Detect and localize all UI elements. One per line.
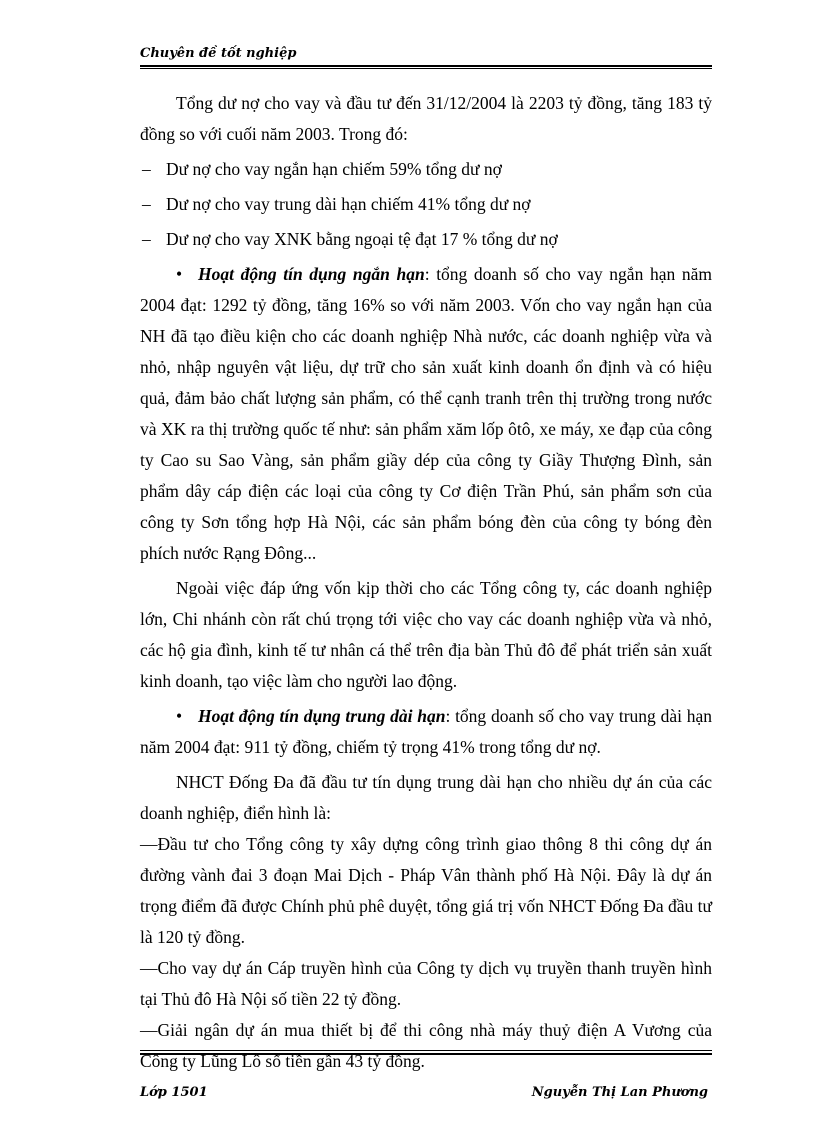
paragraph-small-business: Ngoài việc đáp ứng vốn kịp thời cho các Tổng công ty, các doanh nghiệp lớn, Chi nhánh còn rất chú trọng tới việc cho vay các doanh nghiệp vừa và nhỏ, các hộ gia đình, kinh tế tư nhân cá thể trên địa bàn Thủ đô để phát triển sản xuất kinh doanh, tạo việc làm cho người lao động. bbox=[140, 578, 712, 691]
list-item bbox=[140, 189, 712, 220]
project-text: Đầu tư cho Tổng công ty xây dựng công trình giao thông 8 thi công dự án đường vành đai 3 đoạn Mai Dịch - Pháp Vân thành phố Hà Nội. Đây là dự án trọng điểm đã được Chính phủ phê duyệt, tổng giá trị vốn NHCT Đống Đa đầu tư là 120 tỷ đồng. bbox=[140, 834, 712, 947]
document-body bbox=[140, 88, 712, 1077]
short-term-heading: Hoạt động tín dụng ngắn hạn bbox=[198, 264, 425, 284]
project-text: Cho vay dự án Cáp truyền hình của Công ty dịch vụ truyền thanh truyền hình tại Thủ đô Hà Nội số tiền 22 tỷ đồng. bbox=[140, 958, 712, 1009]
paragraph-long-term bbox=[140, 701, 712, 763]
list-item-text: Dư nợ cho vay XNK bằng ngoại tệ đạt 17 % tổng dư nợ bbox=[166, 229, 558, 249]
project-item bbox=[140, 1015, 712, 1077]
page-header bbox=[140, 46, 712, 61]
footer-rule bbox=[140, 1053, 712, 1055]
header-title: Chuyên đề tốt nghiệp bbox=[140, 46, 297, 61]
paragraph-investment: NHCT Đống Đa đã đầu tư tín dụng trung dài hạn cho nhiều dự án của các doanh nghiệp, điển hình là: bbox=[140, 772, 712, 823]
list-marker: – bbox=[142, 194, 151, 214]
project-item bbox=[140, 829, 712, 953]
long-term-heading: Hoạt động tín dụng trung dài hạn bbox=[198, 706, 446, 726]
footer-class: Lớp 1501 bbox=[140, 1085, 208, 1100]
header-rule-thin bbox=[140, 68, 712, 69]
bullet-marker: • bbox=[176, 264, 183, 284]
list-item bbox=[140, 154, 712, 185]
project-item bbox=[140, 953, 712, 1015]
list-marker: – bbox=[142, 229, 151, 249]
list-item-text: Dư nợ cho vay ngắn hạn chiếm 59% tổng dư nợ bbox=[166, 159, 502, 179]
paragraph-total-debt: Tổng dư nợ cho vay và đầu tư đến 31/12/2004 là 2203 tỷ đồng, tăng 183 tỷ đồng so với cuối năm 2003. Trong đó: bbox=[140, 93, 712, 144]
list-item bbox=[140, 224, 712, 255]
footer-rule-thin bbox=[140, 1050, 712, 1051]
list-marker: – bbox=[142, 159, 151, 179]
list-item-text: Dư nợ cho vay trung dài hạn chiếm 41% tổng dư nợ bbox=[166, 194, 531, 214]
project-text: Giải ngân dự án mua thiết bị để thi công nhà máy thuỷ điện A Vương của Công ty Lũng Lô số tiền gần 43 tỷ đồng. bbox=[140, 1020, 712, 1071]
dash-marker: — bbox=[140, 1020, 158, 1040]
short-term-text: : tổng doanh số cho vay ngắn hạn năm 2004 đạt: 1292 tỷ đồng, tăng 16% so với năm 2003. Vốn cho vay ngắn hạn của NH đã tạo điều kiện cho các doanh nghiệp Nhà nước, các doanh nghiệp vừa và nhỏ, nhập nguyên vật liệu, dự trữ cho sản xuất kinh doanh ổn định và có hiệu quả, đảm bảo chất lượng sản phẩm, có thể cạnh tranh trên thị trường trong nước và XK ra thị trường quốc tế như: sản phẩm xăm lốp ôtô, xe máy, xe đạp của công ty Cao su Sao Vàng, sản phẩm giầy dép của công ty Giầy Thượng Đình, sản phẩm dây cáp điện các loại của công ty Cơ điện Trần Phú, sản phẩm sơn của công ty Sơn tổng hợp Hà Nội, các sản phẩm bóng đèn của công ty bóng đèn phích nước Rạng Đông... bbox=[140, 264, 712, 563]
dash-marker: — bbox=[140, 834, 158, 854]
header-rule bbox=[140, 65, 712, 67]
long-term-text: : tổng doanh số cho vay trung dài hạn năm 2004 đạt: 911 tỷ đồng, chiếm tỷ trọng 41% trong tổng dư nợ. bbox=[140, 706, 712, 757]
footer-author: Nguyễn Thị Lan Phương bbox=[531, 1085, 708, 1100]
bullet-marker: • bbox=[176, 706, 183, 726]
dash-marker: — bbox=[140, 958, 158, 978]
paragraph-short-term bbox=[140, 259, 712, 569]
